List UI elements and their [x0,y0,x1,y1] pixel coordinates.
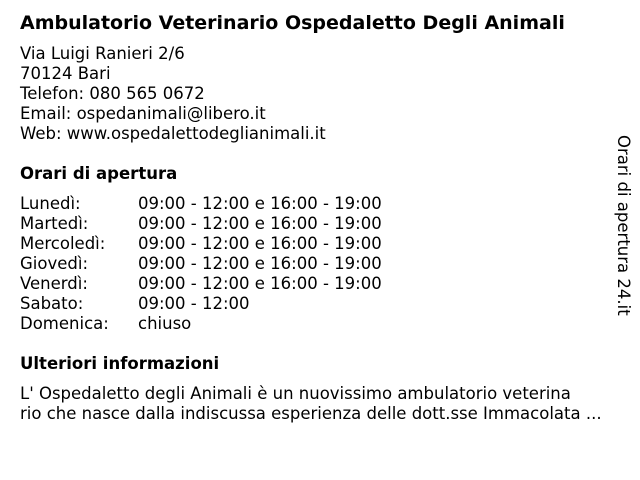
hours-value: 09:00 - 12:00 e 16:00 - 19:00 [138,254,382,273]
hours-value: 09:00 - 12:00 e 16:00 - 19:00 [138,234,382,253]
day-label: Venerdì: [20,274,88,293]
address-block [20,44,326,144]
day-label: Domenica: [20,314,109,333]
hours-value: 09:00 - 12:00 e 16:00 - 19:00 [138,274,382,293]
description-line: rio che nasce dalla indiscussa esperienza delle dott.sse Immacolata ... [20,404,602,423]
hours-value: 09:00 - 12:00 [138,294,250,313]
city-postcode: 70124 Bari [20,64,111,83]
website-link[interactable]: Web: www.ospedalettodeglianimali.it [20,124,326,143]
day-label: Giovedì: [20,254,88,273]
day-label: Sabato: [20,294,84,313]
description-line: L' Ospedaletto degli Animali è un nuovissimo ambulatorio veterina [20,384,571,403]
day-label: Mercoledì: [20,234,106,253]
business-title: Ambulatorio Veterinario Ospedaletto Degli Animali [20,12,565,34]
watermark-text: Orari di apertura 24.it [614,135,633,316]
hours-value: 09:00 - 12:00 e 16:00 - 19:00 [138,214,382,233]
day-label: Lunedì: [20,194,81,213]
description-text [20,384,602,424]
hours-value: chiuso [138,314,192,333]
day-label: Martedì: [20,214,89,233]
hours-value: 09:00 - 12:00 e 16:00 - 19:00 [138,194,382,213]
opening-hours-heading: Orari di apertura [20,164,178,183]
street-address: Via Luigi Ranieri 2/6 [20,44,185,63]
email-address[interactable]: Email: ospedanimali@libero.it [20,104,266,123]
phone-number[interactable]: Telefon: 080 565 0672 [20,84,205,103]
further-info-heading: Ulteriori informazioni [20,354,220,373]
watermark [613,135,633,316]
